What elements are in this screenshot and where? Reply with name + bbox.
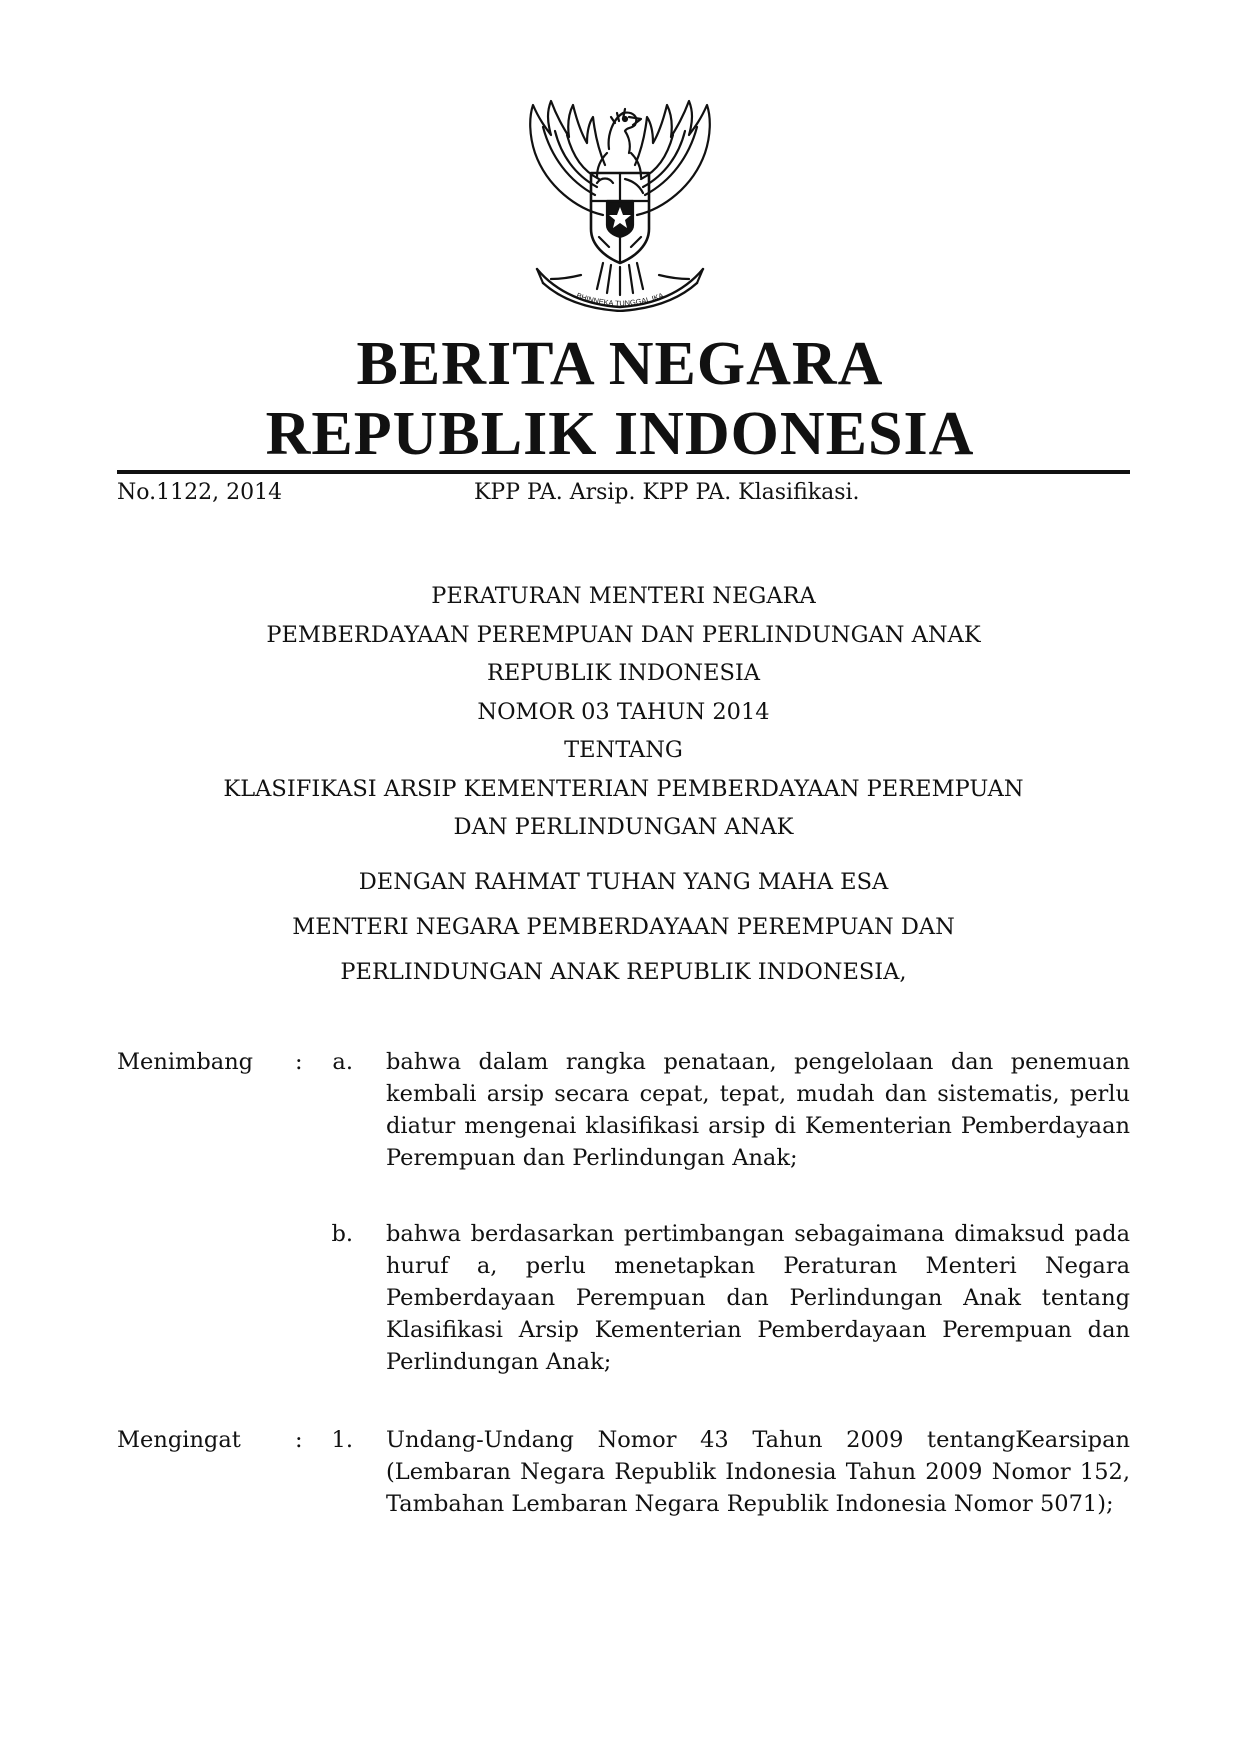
emblem-motto-text: BHINNEKA TUNGGAL IKA <box>575 290 665 309</box>
mengingat-item-marker: 1. <box>331 1427 353 1453</box>
doc-category: KPP PA. Arsip. KPP PA. Klasifikasi. <box>474 480 860 505</box>
menimbang-label: Menimbang <box>117 1049 254 1075</box>
title-divider <box>117 470 1130 474</box>
doc-title-line1: BERITA NEGARA <box>356 330 884 398</box>
doc-title-line2: REPUBLIK INDONESIA <box>265 400 975 468</box>
menimbang-item-marker: b. <box>331 1221 353 1247</box>
heading-line: DAN PERLINDUNGAN ANAK <box>453 814 794 840</box>
heading-line: PERATURAN MENTERI NEGARA <box>431 583 816 609</box>
garuda-emblem <box>517 97 723 312</box>
opening-line: PERLINDUNGAN ANAK REPUBLIK INDONESIA, <box>340 959 907 985</box>
heading-line: KLASIFIKASI ARSIP KEMENTERIAN PEMBERDAYAAN PEREMPUAN <box>223 775 1024 802</box>
doc-number: No.1122, 2014 <box>117 480 283 505</box>
mengingat-colon: : <box>295 1427 303 1453</box>
heading-line: NOMOR 03 TAHUN 2014 <box>477 698 770 725</box>
menimbang-item-marker: a. <box>332 1049 353 1075</box>
mengingat-label: Mengingat <box>117 1427 241 1453</box>
opening-line: DENGAN RAHMAT TUHAN YANG MAHA ESA <box>358 869 889 895</box>
menimbang-colon: : <box>295 1049 303 1075</box>
regulation-heading <box>117 577 1130 847</box>
heading-line: PEMBERDAYAAN PEREMPUAN DAN PERLINDUNGAN ANAK <box>266 621 981 648</box>
opening-formula <box>117 860 1130 995</box>
garuda-emblem-svg <box>517 97 723 312</box>
menimbang-item-text: bahwa berdasarkan pertimbangan sebagaimana dimaksud pada huruf a, perlu menetapkan Peraturan Menteri Negara Pemberdayaan Perempuan dan Perlindungan Anak tentang Klasifikasi Arsip Kementerian Pemberdayaan Perempuan dan Perlindungan Anak; <box>386 1221 1130 1375</box>
mengingat-item-text: Undang-Undang Nomor 43 Tahun 2009 tentangKearsipan (Lembaran Negara Republik Indonesia Tahun 2009 Nomor 152, Tambahan Lembaran Negara Republik Indonesia Nomor 5071); <box>386 1427 1130 1517</box>
heading-line: TENTANG <box>564 737 683 763</box>
menimbang-item-text: bahwa dalam rangka penataan, pengelolaan dan penemuan kembali arsip secara cepat, tepat, mudah dan sistematis, perlu diatur mengenai klasifikasi arsip di Kementerian Pemberdayaan Perempuan dan Perlindungan Anak; <box>386 1049 1130 1171</box>
opening-line: MENTERI NEGARA PEMBERDAYAAN PEREMPUAN DAN <box>292 914 955 940</box>
heading-line: REPUBLIK INDONESIA <box>486 660 761 686</box>
